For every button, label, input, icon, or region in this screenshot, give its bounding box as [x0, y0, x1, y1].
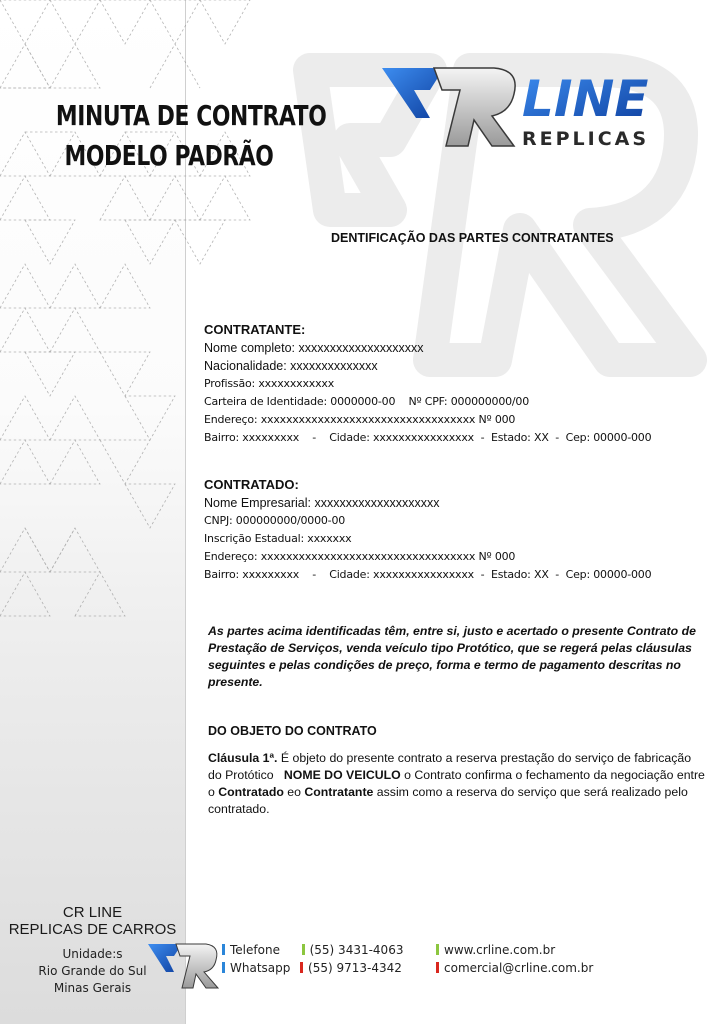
intro-paragraph: As partes acima identificadas têm, entre si, justo e acertado o presente Contrato de Prestação de Serviços, venda veículo tipo Protótico, que se regerá pelas cláusulas seguintes e pelas condições de preço, forma e termo de pagamento descritas no presente. — [208, 624, 696, 689]
bullet-bar — [300, 962, 303, 973]
contratante-endereco: Endereço: xxxxxxxxxxxxxxxxxxxxxxxxxxxxxxxxxx Nº 000 — [204, 413, 516, 426]
unit-rio-grande: Rio Grande do Sul — [38, 964, 147, 978]
crline-logo — [382, 60, 692, 155]
clause-text-3: eo — [283, 785, 305, 799]
title-line-2: MODELO PADRÃO — [64, 139, 274, 172]
contratante-profissao: Profissão: xxxxxxxxxxxx — [204, 377, 335, 390]
website-link[interactable]: www.crline.com.br — [444, 943, 556, 957]
company-line-1: CR LINE — [62, 904, 123, 921]
footer-cr-logo-icon — [148, 940, 223, 990]
clause-1-paragraph — [208, 750, 708, 818]
vehicle-name: NOME DO VEICULO — [283, 768, 401, 782]
contratante-block — [204, 321, 651, 447]
section-heading: DENTIFICAÇÃO DAS PARTES CONTRATANTES — [331, 231, 614, 245]
telefone-line — [222, 943, 403, 957]
contratante-identidade: Carteira de Identidade: 0000000-00 Nº CPF: 000000000/00 — [204, 395, 530, 408]
objeto-heading: DO OBJETO DO CONTRATO — [208, 724, 377, 738]
title-line-1: MINUTA DE CONTRATO — [55, 99, 327, 132]
contratante-nacionalidade: Nacionalidade: xxxxxxxxxxxxxx — [204, 359, 378, 373]
contratado-block — [204, 476, 651, 584]
whatsapp-label: Whatsapp — [230, 961, 291, 975]
email-line — [436, 961, 593, 975]
logo-line-text: LINE — [522, 70, 649, 128]
bullet-bar — [302, 944, 305, 955]
contratante-heading: CONTRATANTE: — [204, 322, 306, 337]
clause-text-2: o Contrato confirma o fechamento da negociação entre o — [208, 768, 709, 799]
logo-replicas-text: REPLICAS — [522, 128, 650, 150]
unit-minas-gerais: Minas Gerais — [53, 981, 132, 995]
bullet-bar — [222, 962, 225, 973]
email-link[interactable]: comercial@crline.com.br — [444, 961, 594, 975]
contratado-endereco: Endereço: xxxxxxxxxxxxxxxxxxxxxxxxxxxxxxxxxx Nº 000 — [204, 550, 516, 563]
bullet-bar — [436, 944, 439, 955]
telefone-label: Telefone — [230, 943, 280, 957]
company-line-2: REPLICAS DE CARROS — [8, 921, 177, 938]
contratante-nome: Nome completo: xxxxxxxxxxxxxxxxxxxx — [204, 341, 424, 355]
contratado-bairro: Bairro: xxxxxxxxx - Cidade: xxxxxxxxxxxxxxxx - Estado: XX - Cep: 00000-000 — [204, 568, 652, 581]
contratado-nome: Nome Empresarial: xxxxxxxxxxxxxxxxxxxx — [204, 496, 440, 510]
clause-label: Cláusula 1ª. — [208, 751, 278, 765]
clause-text-4: assim como a reserva do serviço que será realizado pelo contratado. — [208, 785, 688, 816]
website-line — [436, 943, 555, 957]
units-label: Unidade:s — [62, 947, 123, 961]
contratado-inscricao: Inscrição Estadual: xxxxxxx — [204, 532, 352, 545]
footer-company-name — [0, 904, 185, 938]
telefone-number: (55) 3431-4063 — [309, 943, 404, 957]
contratante-term: Contratante — [304, 785, 374, 799]
contratante-bairro: Bairro: xxxxxxxxx - Cidade: xxxxxxxxxxxxxxxx - Estado: XX - Cep: 00000-000 — [204, 431, 652, 444]
contratado-heading: CONTRATADO: — [204, 477, 299, 492]
contratado-term: Contratado — [218, 785, 284, 799]
bullet-bar — [436, 962, 439, 973]
contratado-cnpj: CNPJ: 000000000/0000-00 — [204, 514, 346, 527]
whatsapp-number: (55) 9713-4342 — [308, 961, 402, 975]
document-title — [55, 96, 327, 176]
clause-text-1: É objeto do presente contrato a reserva prestação do serviço de fabricação do Protótico — [208, 751, 695, 782]
whatsapp-line — [222, 961, 402, 975]
bullet-bar — [222, 944, 225, 955]
